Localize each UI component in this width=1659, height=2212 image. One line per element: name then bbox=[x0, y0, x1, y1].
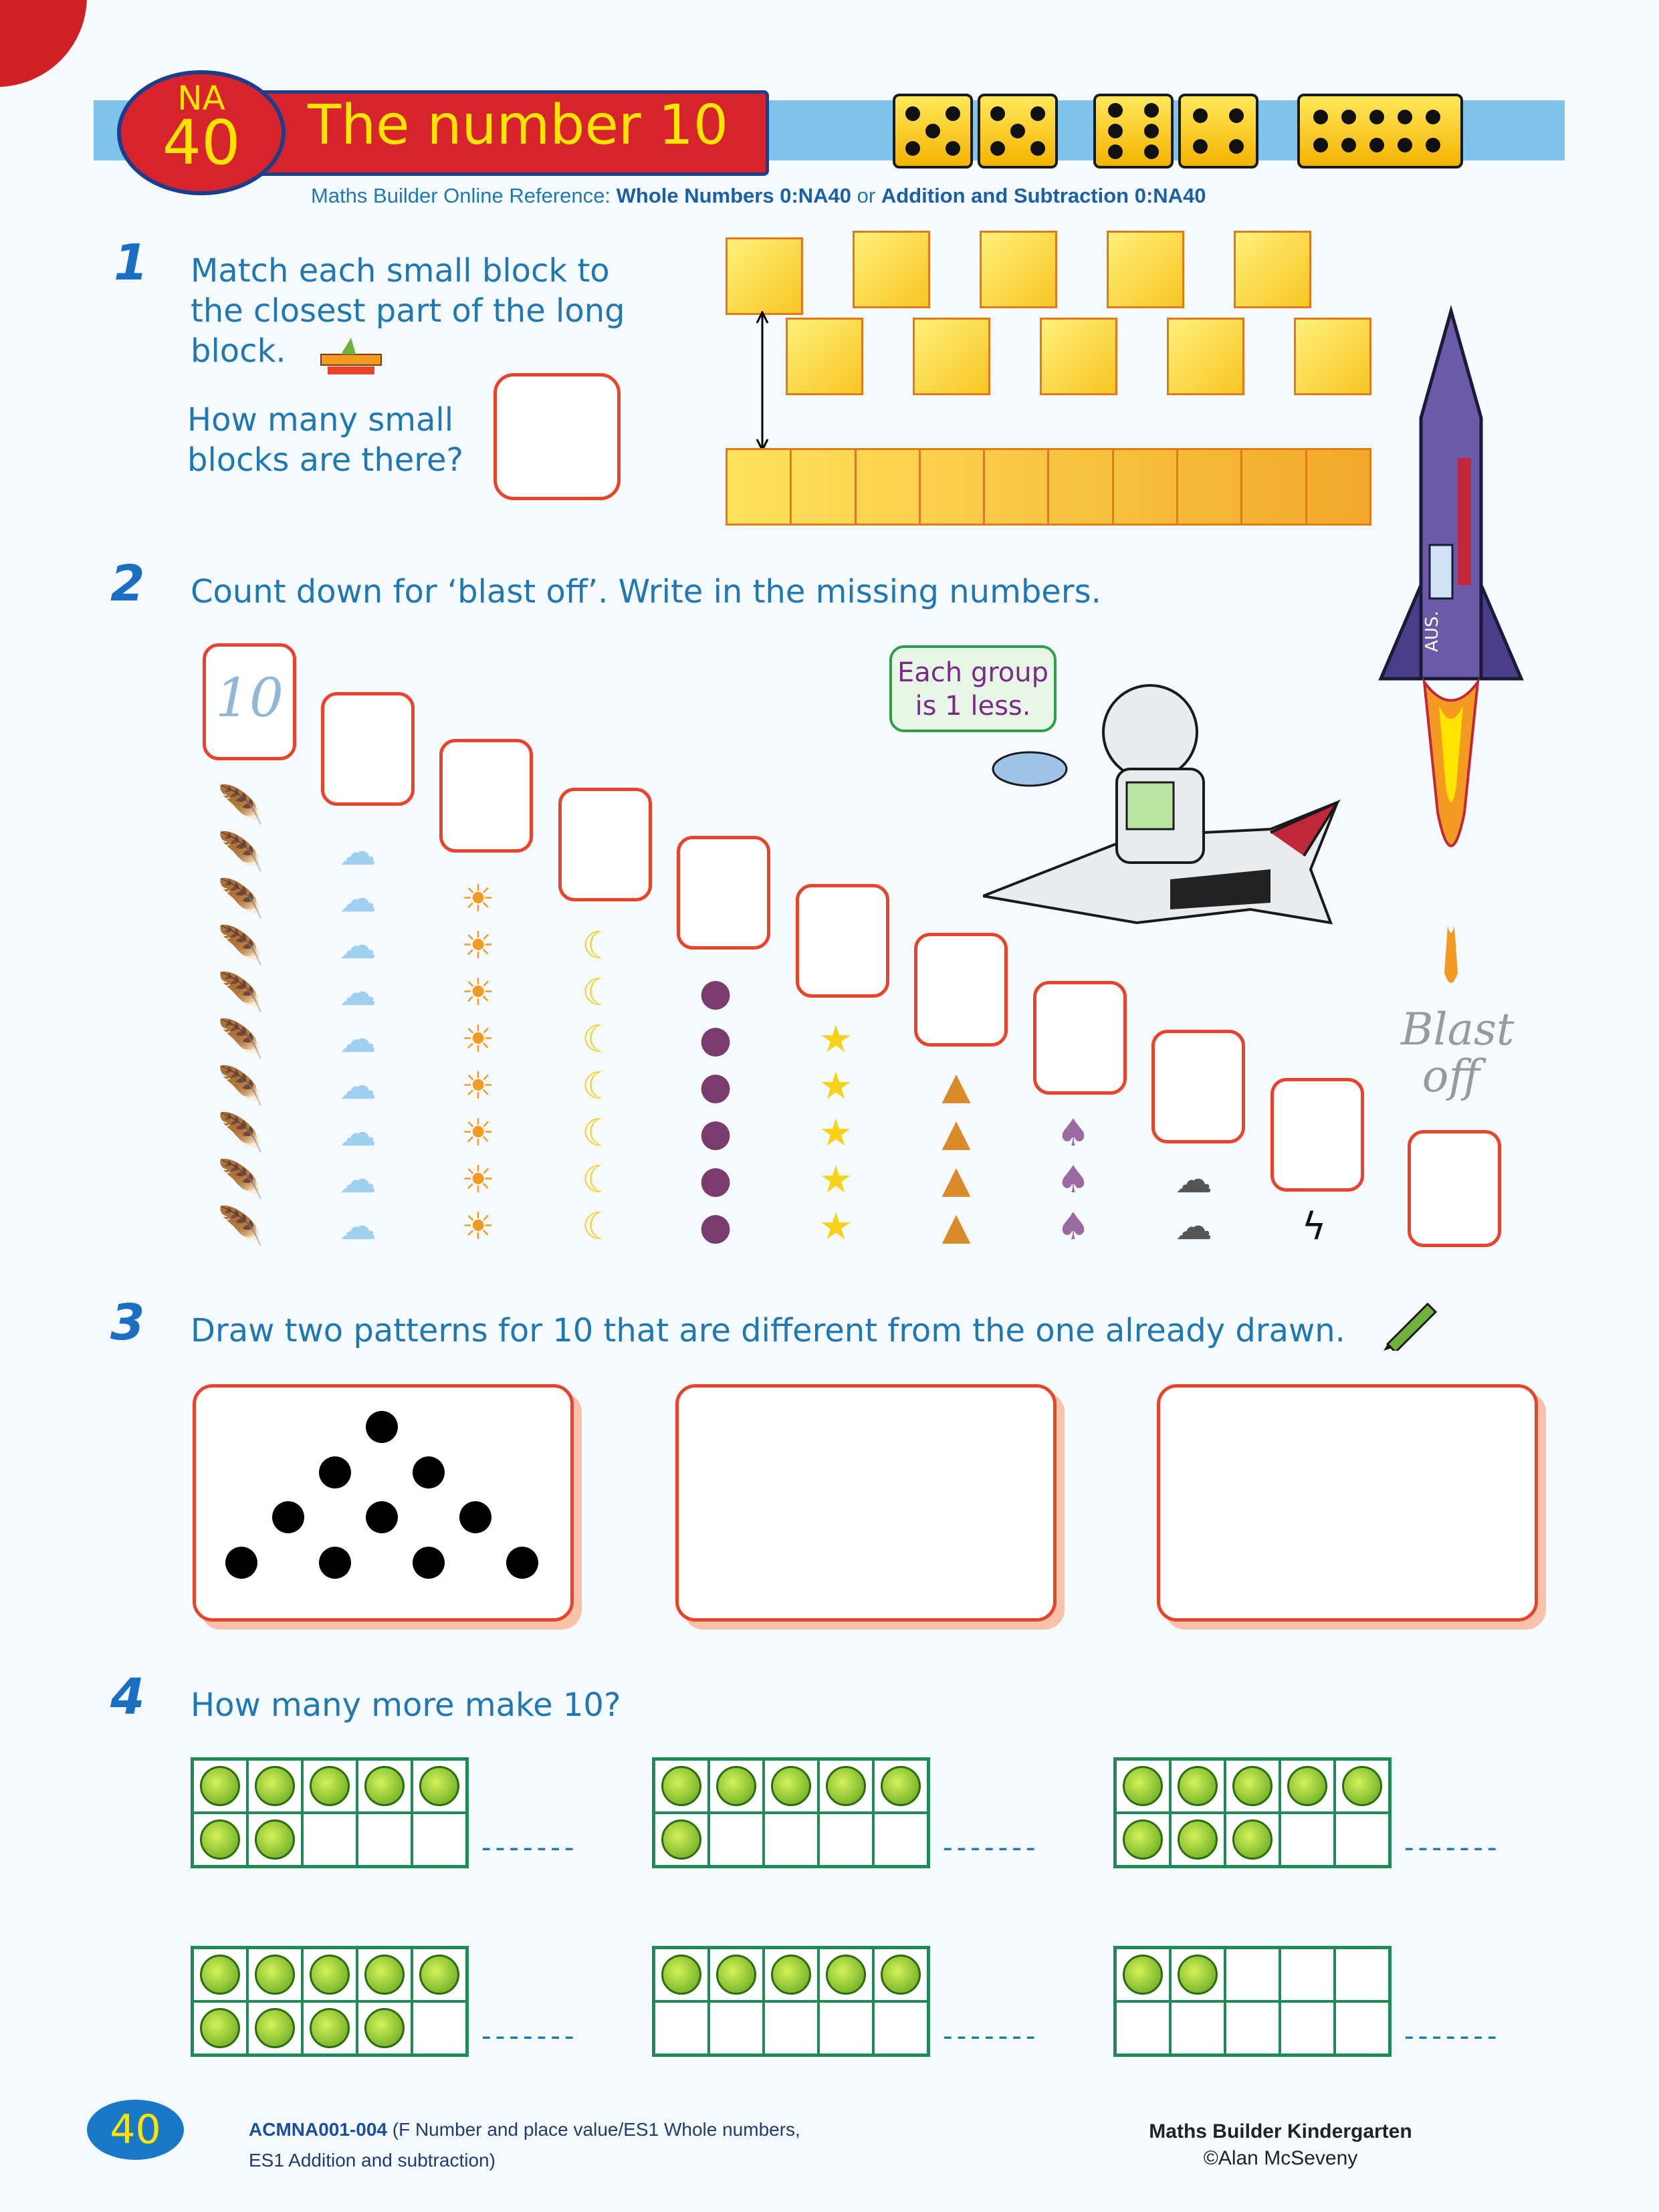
ten-frame-cell bbox=[764, 1759, 818, 1813]
pattern-dot bbox=[366, 1411, 398, 1443]
countdown-box-10[interactable] bbox=[203, 643, 296, 760]
feather-icon: 🪶 bbox=[217, 831, 264, 874]
ten-frame-cell bbox=[412, 1759, 467, 1813]
ten-frame-cell bbox=[247, 2001, 302, 2055]
cloud-icon: ☁ bbox=[339, 1018, 376, 1061]
counter bbox=[255, 1819, 295, 1860]
ten-frame-cell bbox=[1225, 1759, 1280, 1813]
ten-frame-cell bbox=[357, 1759, 412, 1813]
counter bbox=[310, 1955, 350, 1995]
ten-frame-cell bbox=[764, 1948, 818, 2001]
feather-icon: 🪶 bbox=[217, 924, 264, 968]
sun-icon: ☀ bbox=[461, 924, 495, 968]
ten-frame-cell bbox=[193, 2001, 247, 2055]
question-2-text: Count down for ‘blast off’. Write in the missing numbers. bbox=[191, 573, 1101, 611]
star-icon: ★ bbox=[818, 1111, 853, 1155]
sun-icon: ☀ bbox=[461, 971, 495, 1014]
feather-icon: 🪶 bbox=[217, 1205, 264, 1248]
counter bbox=[716, 1955, 756, 1995]
ten-frame-cell bbox=[1115, 1948, 1170, 2001]
ten-frame-cell bbox=[709, 2001, 764, 2055]
pattern-box-2[interactable] bbox=[1157, 1384, 1538, 1622]
counter bbox=[1232, 1766, 1273, 1806]
feather-icon: 🪶 bbox=[217, 1158, 264, 1202]
small-block[interactable] bbox=[913, 318, 990, 395]
star-icon: ★ bbox=[818, 1018, 853, 1061]
topic-number: 40 bbox=[162, 107, 241, 179]
counter bbox=[771, 1955, 811, 1995]
question-4-number: 4 bbox=[110, 1668, 145, 1726]
small-block[interactable] bbox=[1040, 318, 1117, 395]
rocket-illustration bbox=[1364, 304, 1538, 993]
traced-number: 10 bbox=[215, 667, 284, 729]
ten-frame-cell bbox=[1280, 1813, 1335, 1866]
counter bbox=[1342, 1766, 1382, 1806]
ten-frame-cell bbox=[193, 1759, 247, 1813]
counter bbox=[881, 1766, 921, 1806]
pattern-dot bbox=[506, 1547, 538, 1579]
ten-frame-cell bbox=[1170, 1813, 1225, 1866]
ten-frame-cell bbox=[1225, 1948, 1280, 2001]
topic-code: NA bbox=[177, 79, 225, 118]
small-block[interactable] bbox=[1107, 231, 1184, 308]
pattern-dot bbox=[272, 1501, 304, 1533]
ten-frame bbox=[1113, 1946, 1392, 2057]
ten-frame-cell bbox=[1170, 1948, 1225, 2001]
moon-icon: ☾ bbox=[581, 1158, 616, 1202]
ten-frame-cell bbox=[247, 1813, 302, 1866]
question-4-text: How many more make 10? bbox=[191, 1686, 621, 1724]
pattern-dot bbox=[319, 1547, 351, 1579]
counter bbox=[881, 1955, 921, 1995]
ten-frame-cell bbox=[818, 1948, 873, 2001]
question-1-text: Match each small block to the closest part of the long block. bbox=[191, 252, 625, 370]
sun-icon: ☀ bbox=[461, 1158, 495, 1202]
answer-blank[interactable]: ------- bbox=[943, 1831, 1040, 1864]
cloud-icon: ☁ bbox=[339, 1158, 376, 1202]
countdown-box-8[interactable] bbox=[439, 739, 533, 853]
rocket-icon: ▲ bbox=[942, 1205, 971, 1248]
counter bbox=[1287, 1766, 1327, 1806]
star-icon: ★ bbox=[818, 1065, 853, 1108]
cloud-icon: ☁ bbox=[339, 924, 376, 968]
counter bbox=[200, 1766, 240, 1806]
storm-cloud-icon: ☁ bbox=[1175, 1158, 1212, 1202]
pattern-box-1[interactable] bbox=[675, 1384, 1057, 1622]
cloud-icon: ☁ bbox=[339, 831, 376, 874]
cloud-icon: ☁ bbox=[339, 1065, 376, 1108]
ten-frame-cell bbox=[1335, 1759, 1390, 1813]
counter bbox=[661, 1955, 701, 1995]
die-4-icon bbox=[1178, 94, 1258, 169]
rocket-icon: ▲ bbox=[942, 1065, 971, 1108]
ten-frame bbox=[191, 1757, 469, 1868]
ten-frame-cell bbox=[1115, 1813, 1170, 1866]
feather-icon: 🪶 bbox=[217, 1111, 264, 1155]
sun-icon: ☀ bbox=[461, 877, 495, 921]
astronaut-icon: ♠ bbox=[1056, 1111, 1091, 1155]
ten-frame bbox=[652, 1946, 930, 2057]
pencil-icon bbox=[1381, 1297, 1441, 1351]
pattern-dot bbox=[459, 1501, 491, 1533]
counter bbox=[255, 1766, 295, 1806]
ten-frame-cell bbox=[302, 1948, 357, 2001]
star-icon: ★ bbox=[818, 1158, 853, 1202]
moon-icon: ☾ bbox=[581, 1111, 616, 1155]
sun-icon: ☀ bbox=[461, 1018, 495, 1061]
ten-frame-cell bbox=[1170, 2001, 1225, 2055]
counter bbox=[661, 1819, 701, 1860]
small-block[interactable] bbox=[980, 231, 1057, 308]
q1-answer-box[interactable] bbox=[493, 373, 621, 500]
moon-icon: ☾ bbox=[581, 1205, 616, 1248]
page-title: The number 10 bbox=[308, 94, 729, 157]
small-block[interactable] bbox=[726, 237, 803, 315]
ten-frame-cell bbox=[709, 1948, 764, 2001]
blast-off-label: Blast off bbox=[1401, 1004, 1515, 1102]
ten-frame-cell bbox=[764, 1813, 818, 1866]
counter bbox=[1123, 1955, 1163, 1995]
counter bbox=[310, 2008, 350, 2048]
small-block[interactable] bbox=[1234, 231, 1311, 308]
ten-frame-cell bbox=[412, 1813, 467, 1866]
ten-frame-cell bbox=[818, 2001, 873, 2055]
ten-frame-cell bbox=[709, 1813, 764, 1866]
ten-frame-cell bbox=[1280, 2001, 1335, 2055]
ten-frame-cell bbox=[412, 1948, 467, 2001]
counter bbox=[255, 1955, 295, 1995]
countdown-box-2[interactable] bbox=[1151, 1030, 1245, 1143]
counter bbox=[364, 1955, 405, 1995]
counter bbox=[1178, 1819, 1218, 1860]
feather-icon: 🪶 bbox=[217, 971, 264, 1014]
answer-blank[interactable]: ------- bbox=[481, 1831, 578, 1864]
counter bbox=[661, 1766, 701, 1806]
ten-frame-cell bbox=[1115, 2001, 1170, 2055]
countdown-box-6[interactable] bbox=[677, 836, 770, 950]
cloud-icon: ☁ bbox=[339, 971, 376, 1014]
pattern-box-example bbox=[193, 1384, 574, 1622]
pencil-ruler-icon bbox=[314, 334, 388, 381]
cloud-icon: ☁ bbox=[339, 877, 376, 921]
countdown-box-9[interactable] bbox=[321, 692, 415, 806]
ten-frame bbox=[1113, 1757, 1392, 1868]
moon-icon: ☾ bbox=[581, 1018, 616, 1061]
ten-frame-cell bbox=[1335, 2001, 1390, 2055]
speech-bubble: Each group is 1 less. bbox=[889, 645, 1057, 732]
question-1-number: 1 bbox=[114, 234, 148, 292]
planet-icon: ● bbox=[699, 971, 732, 1014]
pattern-dot bbox=[413, 1456, 445, 1488]
rocket-icon: ▲ bbox=[942, 1111, 971, 1155]
die-10-icon bbox=[1297, 94, 1463, 169]
ten-frame-cell bbox=[357, 2001, 412, 2055]
moon-icon: ☾ bbox=[581, 971, 616, 1014]
pattern-dot bbox=[319, 1456, 351, 1488]
ten-frame-cell bbox=[247, 1759, 302, 1813]
counter bbox=[1178, 1955, 1218, 1995]
counter bbox=[826, 1766, 866, 1806]
ten-frame-cell bbox=[654, 1759, 709, 1813]
question-2-number: 2 bbox=[110, 555, 145, 613]
counter bbox=[716, 1766, 756, 1806]
star-icon: ★ bbox=[818, 1205, 853, 1248]
ten-frame-cell bbox=[1225, 2001, 1280, 2055]
ten-frame-cell bbox=[1280, 1759, 1335, 1813]
planet-icon: ● bbox=[699, 1065, 732, 1108]
counter bbox=[200, 1819, 240, 1860]
astronaut-icon: ♠ bbox=[1056, 1205, 1091, 1248]
small-block[interactable] bbox=[1167, 318, 1244, 395]
answer-blank[interactable]: ------- bbox=[943, 2019, 1040, 2052]
countdown-box-3[interactable] bbox=[1033, 981, 1127, 1095]
ten-frame bbox=[191, 1946, 469, 2057]
question-1-question: How many small blocks are there? bbox=[187, 401, 463, 479]
counter bbox=[771, 1766, 811, 1806]
ten-frame-cell bbox=[764, 2001, 818, 2055]
feather-icon: 🪶 bbox=[217, 877, 264, 921]
counter bbox=[364, 1766, 405, 1806]
ten-frame-cell bbox=[1115, 1759, 1170, 1813]
curriculum-code: ACMNA001-004 (F Number and place value/ES1 Whole numbers, ES1 Addition and subtraction) bbox=[249, 2119, 800, 2171]
counter bbox=[1232, 1819, 1273, 1860]
die-5-icon bbox=[893, 94, 973, 169]
online-reference: Maths Builder Online Reference: Whole Numbers 0:NA40 or Addition and Subtraction 0:NA40 bbox=[311, 184, 1206, 207]
book-credit: Maths Builder Kindergarten ©Alan McSeveny bbox=[1149, 2120, 1412, 2169]
ten-frame-cell bbox=[193, 1813, 247, 1866]
counter bbox=[255, 2008, 295, 2048]
sun-icon: ☀ bbox=[461, 1205, 495, 1248]
counter bbox=[200, 2008, 240, 2048]
ten-frame-cell bbox=[357, 1948, 412, 2001]
countdown-box-1[interactable] bbox=[1270, 1078, 1364, 1192]
moon-icon: ☾ bbox=[581, 1065, 616, 1108]
small-block[interactable] bbox=[853, 231, 930, 308]
moon-icon: ☾ bbox=[581, 924, 616, 968]
sun-icon: ☀ bbox=[461, 1111, 495, 1155]
ten-frame-cell bbox=[193, 1948, 247, 2001]
ten-frame-cell bbox=[302, 2001, 357, 2055]
counter bbox=[364, 2008, 405, 2048]
planet-icon: ● bbox=[699, 1018, 732, 1061]
countdown-box-0[interactable] bbox=[1408, 1130, 1501, 1247]
answer-blank[interactable]: ------- bbox=[481, 2019, 578, 2052]
ten-frame-cell bbox=[654, 1948, 709, 2001]
counter bbox=[419, 1766, 459, 1806]
ten-frame-cell bbox=[1225, 1813, 1280, 1866]
ten-frame-cell bbox=[709, 1759, 764, 1813]
sun-icon: ☀ bbox=[461, 1065, 495, 1108]
pattern-dot bbox=[413, 1547, 445, 1579]
question-3-number: 3 bbox=[110, 1294, 145, 1351]
answer-blank[interactable]: ------- bbox=[1404, 1831, 1501, 1864]
feather-icon: 🪶 bbox=[217, 784, 264, 827]
ten-frame bbox=[652, 1757, 930, 1868]
countdown-box-7[interactable] bbox=[558, 788, 652, 901]
planet-icon: ● bbox=[699, 1158, 732, 1202]
counter bbox=[200, 1955, 240, 1995]
feather-icon: 🪶 bbox=[217, 1065, 264, 1108]
storm-cloud-icon: ☁ bbox=[1175, 1205, 1212, 1248]
astronaut-illustration bbox=[983, 669, 1344, 929]
long-block bbox=[726, 448, 1371, 526]
small-block[interactable] bbox=[786, 318, 863, 395]
countdown-box-4[interactable] bbox=[914, 933, 1008, 1046]
ten-frame-cell bbox=[873, 1759, 928, 1813]
astronaut-icon: ♠ bbox=[1056, 1158, 1091, 1202]
counter bbox=[419, 1955, 459, 1995]
planet-icon: ● bbox=[699, 1205, 732, 1248]
counter bbox=[1123, 1766, 1163, 1806]
ten-frame-cell bbox=[818, 1759, 873, 1813]
ten-frame-cell bbox=[412, 2001, 467, 2055]
ten-frame-cell bbox=[873, 1948, 928, 2001]
ten-frame-cell bbox=[1280, 1948, 1335, 2001]
question-3-text: Draw two patterns for 10 that are different from the one already drawn. bbox=[191, 1312, 1345, 1349]
cloud-icon: ☁ bbox=[339, 1111, 376, 1155]
ten-frame-cell bbox=[873, 1813, 928, 1866]
ten-frame-cell bbox=[247, 1948, 302, 2001]
die-6-icon bbox=[1093, 94, 1174, 169]
ten-frame-cell bbox=[654, 1813, 709, 1866]
cloud-icon: ☁ bbox=[339, 1205, 376, 1248]
ten-frame-cell bbox=[1335, 1813, 1390, 1866]
page-number: 40 bbox=[87, 2100, 184, 2160]
counter bbox=[1123, 1819, 1163, 1860]
ten-frame-cell bbox=[818, 1813, 873, 1866]
ten-frame-cell bbox=[302, 1759, 357, 1813]
ten-frame-cell bbox=[873, 2001, 928, 2055]
counter bbox=[826, 1955, 866, 1995]
ten-frame-cell bbox=[654, 2001, 709, 2055]
ten-frame-cell bbox=[1170, 1759, 1225, 1813]
countdown-box-5[interactable] bbox=[796, 884, 889, 998]
feather-icon: 🪶 bbox=[217, 1018, 264, 1061]
lightning-icon: ϟ bbox=[1301, 1205, 1327, 1248]
counter bbox=[1178, 1766, 1218, 1806]
rocket-icon: ▲ bbox=[942, 1158, 971, 1202]
pattern-dot bbox=[225, 1547, 257, 1579]
ten-frame-cell bbox=[357, 1813, 412, 1866]
match-arrow bbox=[756, 311, 769, 451]
planet-icon: ● bbox=[699, 1111, 732, 1155]
counter bbox=[310, 1766, 350, 1806]
answer-blank[interactable]: ------- bbox=[1404, 2019, 1501, 2052]
small-block[interactable] bbox=[1294, 318, 1371, 395]
ten-frame-cell bbox=[302, 1813, 357, 1866]
ten-frame-cell bbox=[1335, 1948, 1390, 2001]
die-5-icon bbox=[978, 94, 1058, 169]
rocket-label: AUS. bbox=[1422, 611, 1442, 652]
pattern-dot bbox=[366, 1501, 398, 1533]
